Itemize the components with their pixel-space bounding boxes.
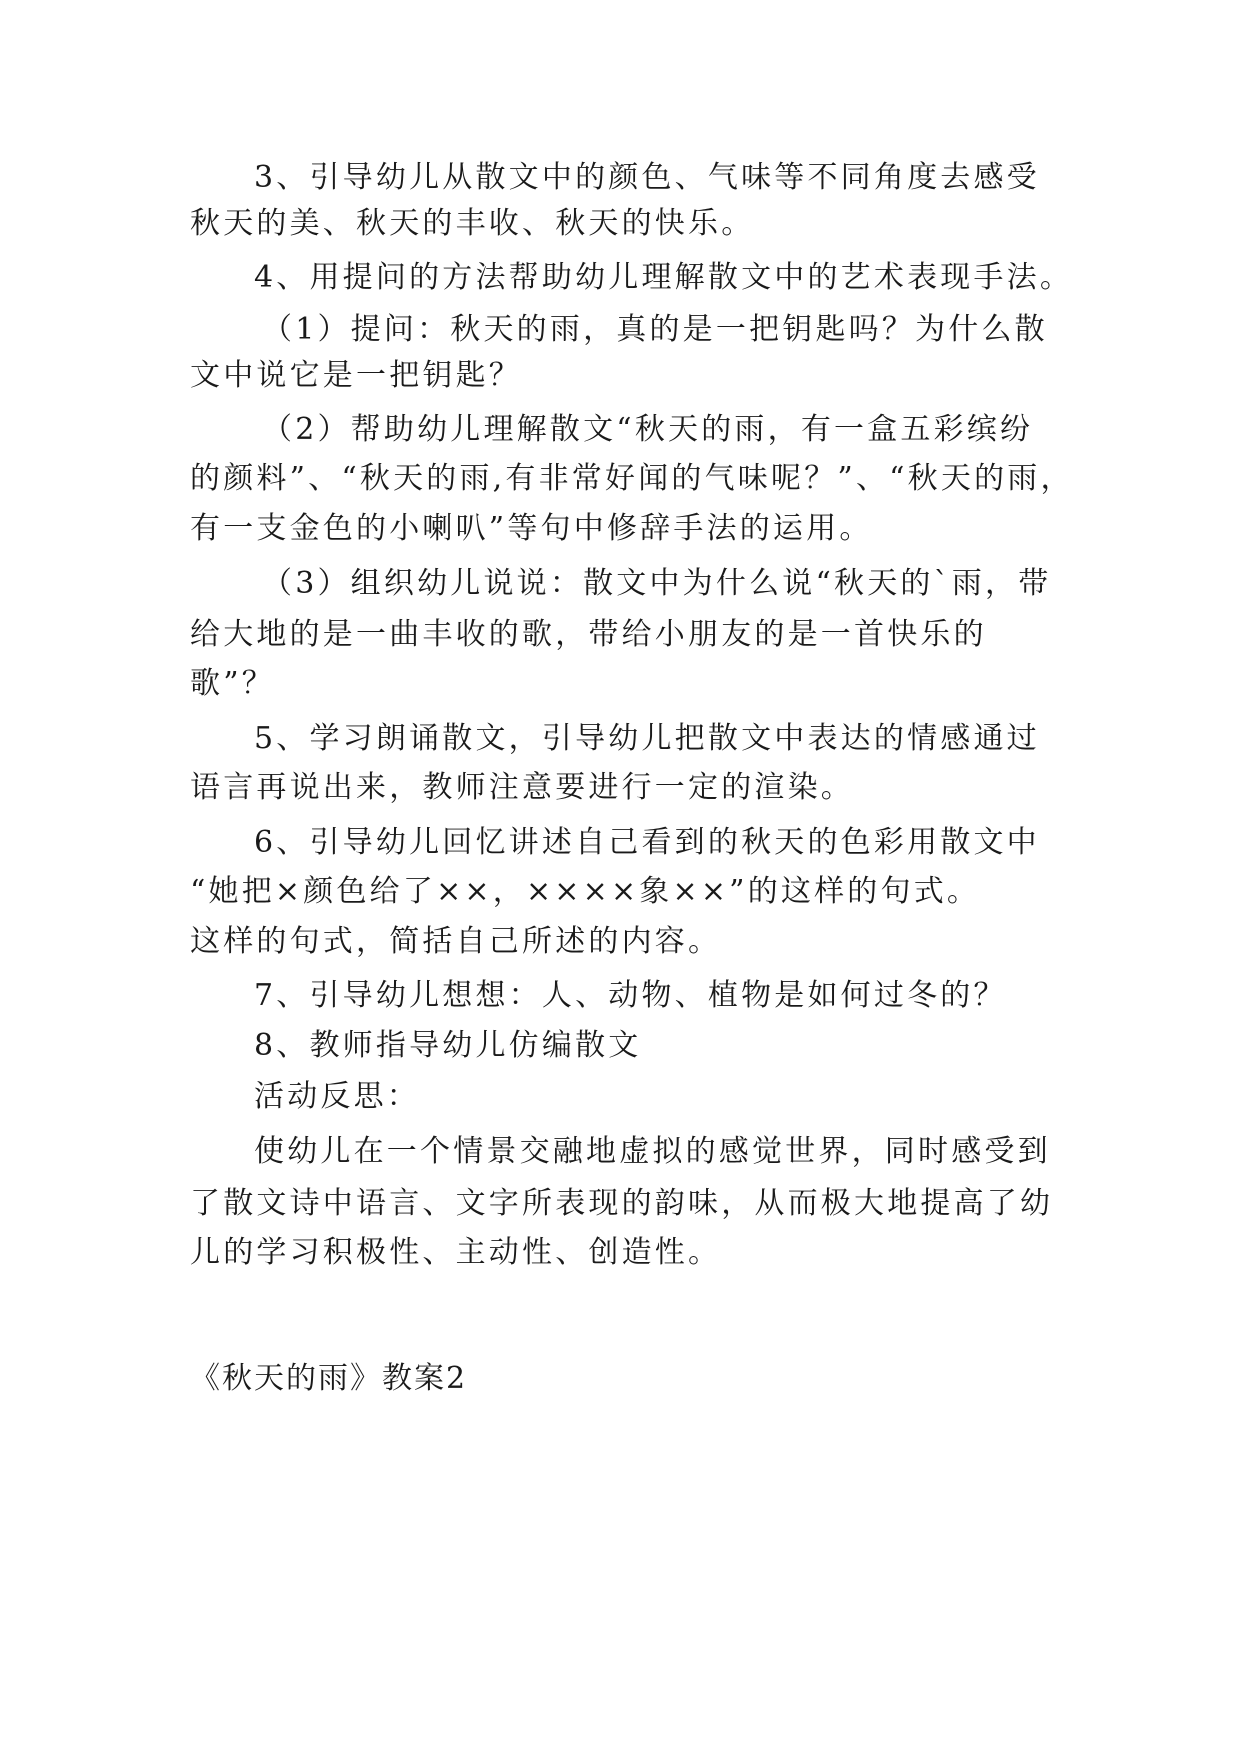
- text-line: 的颜料”、“秋天的雨,有非常好闻的气味呢？”、“秋天的雨，: [190, 461, 1074, 496]
- text-line: 3、引导幼儿从散文中的颜色、气味等不同角度去感受: [254, 160, 1040, 195]
- text-line: （2）帮助幼儿理解散文“秋天的雨，有一盒五彩缤纷: [262, 412, 1034, 447]
- text-line: 歌”？: [190, 666, 275, 701]
- text-line: （1）提问：秋天的雨，真的是一把钥匙吗？为什么散: [262, 312, 1048, 347]
- text-line: 秋天的美、秋天的丰收、秋天的快乐。: [190, 206, 755, 241]
- text-line: 文中说它是一把钥匙？: [190, 358, 522, 393]
- text-line: 儿的学习积极性、主动性、创造性。: [190, 1235, 722, 1270]
- text-line: 这样的句式，简括自己所述的内容。: [190, 924, 722, 959]
- text-line: 4、用提问的方法帮助幼儿理解散文中的艺术表现手法。: [254, 260, 1074, 295]
- text-line: （3）组织幼儿说说：散文中为什么说“秋天的`雨，带: [262, 566, 1052, 601]
- text-line: “她把×颜色给了××，××××象××”的这样的句式。: [190, 874, 981, 909]
- text-line: 使幼儿在一个情景交融地虚拟的感觉世界，同时感受到: [254, 1134, 1051, 1169]
- text-line: 语言再说出来，教师注意要进行一定的渲染。: [190, 770, 854, 805]
- text-line: 给大地的是一曲丰收的歌，带给小朋友的是一首快乐的: [190, 617, 987, 652]
- text-line: 了散文诗中语言、文字所表现的韵味，从而极大地提高了幼: [190, 1186, 1054, 1221]
- text-line: 活动反思：: [254, 1079, 420, 1114]
- text-line: 7、引导幼儿想想：人、动物、植物是如何过冬的？: [254, 978, 1007, 1013]
- text-line: 5、学习朗诵散文，引导幼儿把散文中表达的情感通过: [254, 721, 1040, 756]
- text-line: 8、教师指导幼儿仿编散文: [254, 1028, 642, 1063]
- text-line: 6、引导幼儿回忆讲述自己看到的秋天的色彩用散文中: [254, 825, 1040, 860]
- text-line: 有一支金色的小喇叭”等句中修辞手法的运用。: [190, 511, 873, 546]
- section-title: 《秋天的雨》教案2: [190, 1361, 468, 1396]
